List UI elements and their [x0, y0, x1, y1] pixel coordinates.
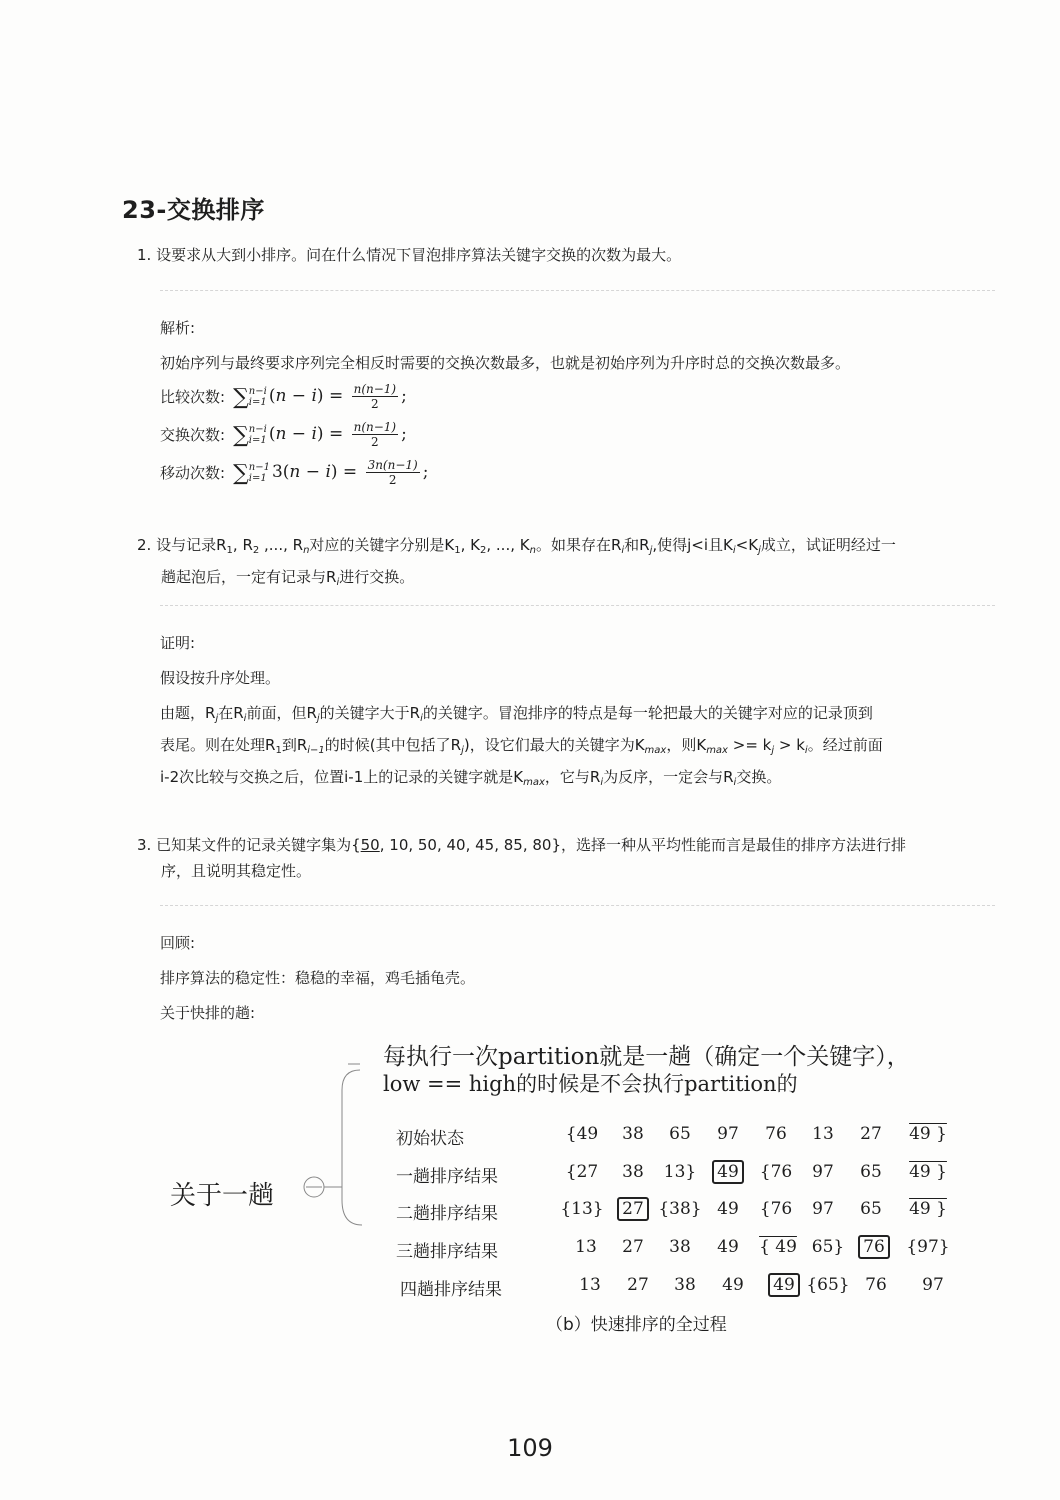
text-span: 表尾。则在处理R [160, 736, 276, 754]
compare-label: 比较次数: [160, 387, 226, 406]
text-span: 趟起泡后，一定有记录与R [161, 568, 337, 586]
row-cell: 97 [812, 1199, 834, 1219]
text-span: 前面，但R [246, 704, 317, 722]
row-cell: 49 [717, 1199, 739, 1219]
formula: ∑ n−1 i=1 3(n − i) = $\frac{3n(n-1)}{2}$ ; [233, 458, 429, 487]
row-cell: {76 [759, 1199, 793, 1219]
row-cell: 13 [579, 1275, 601, 1295]
row-label: 二趟排序结果 [396, 1204, 498, 1224]
text-line: 序，且说明其稳定性。 [161, 862, 312, 880]
row-cell: 65 [669, 1124, 691, 1144]
row-cell: 49 [717, 1237, 739, 1257]
row-cell: {27 [565, 1162, 599, 1182]
row-cell: {49 [565, 1124, 599, 1144]
row-cell [706, 1162, 750, 1182]
proof-body: 由题，$R_j$在$R_i$前面，但$R_j$的关键字大于$R_i$的关键字。冒泡排序的特点是每一轮把最大的关键字对应的记录顶到 表尾。则在处理$R_1$到$R_{i-1}$的时候(其中包括了$R_j$)，设它们最大的关键字为$K_{max}$，则$K_{max} >= k_j > k_i$。经过前面 i-2次比较与交换之后，位置i-1上的记录的关键字就是$K_{max}$，它与$R_i$为反序，一定会与$R_i$交换。 [160, 704, 883, 788]
text-span: 交换。 [736, 768, 782, 786]
row-cell: {76 [759, 1162, 793, 1182]
row-cell: 13 [812, 1124, 834, 1144]
row-cell: 27 [627, 1275, 649, 1295]
row-cell: 49 } [909, 1124, 947, 1144]
text-span: 已知某文件的记录关键字集为{ [156, 836, 361, 854]
stability-note: 排序算法的稳定性：稳稳的幸福，鸡毛插龟壳。 [160, 969, 476, 987]
text-span: 到R [281, 736, 308, 754]
pivot-box: 49 [712, 1160, 744, 1184]
analysis-label: 解析: [160, 319, 196, 337]
pivot-box: 76 [858, 1235, 890, 1259]
review-label: 回顾: [160, 934, 196, 952]
formula: ∑ n−i i=1 (n − i) = $\frac{n(n-1)}{2}$ ; [233, 420, 407, 449]
mindmap-connector [290, 1050, 380, 1240]
row-label: 三趟排序结果 [396, 1242, 498, 1262]
mindmap-root: 关于一趟 [170, 1181, 275, 1211]
row-cell: 38 [669, 1237, 691, 1257]
row-cell [762, 1275, 806, 1295]
row-cell: {65} [806, 1275, 850, 1295]
about-quicksort-label: 关于快排的趟: [160, 1004, 256, 1022]
underlined-value: 50 [360, 836, 380, 854]
row-cell: 38 [622, 1162, 644, 1182]
row-cell [611, 1199, 655, 1219]
row-cell [852, 1237, 896, 1257]
row-cell: {38} [658, 1199, 702, 1219]
divider [160, 290, 995, 291]
page-number: 109 [507, 1434, 553, 1462]
pivot-box: 27 [617, 1197, 649, 1221]
question-text: 设要求从大到小排序。问在什么情况下冒泡排序算法关键字交换的次数为最大。 [156, 246, 682, 264]
swap-label: 交换次数: [160, 425, 226, 444]
row-cell: 76 [865, 1275, 887, 1295]
row-cell: {13} [560, 1199, 604, 1219]
row-cell: 38 [622, 1124, 644, 1144]
row-cell: 27 [860, 1124, 882, 1144]
text-span: 成立，试证明经过一 [760, 536, 896, 554]
text-span: 。如果存在R [535, 536, 622, 554]
text-span: 为反序，一定会与R [603, 768, 734, 786]
proof-assumption: 假设按升序处理。 [160, 669, 281, 687]
row-cell: 76 [765, 1124, 787, 1144]
text-span: 设与记录R [156, 536, 227, 554]
row-label: 四趟排序结果 [400, 1280, 502, 1300]
proof-label: 证明: [160, 634, 196, 652]
row-cell: 97 [717, 1124, 739, 1144]
text-span: > k [774, 736, 805, 754]
figure-caption: （b）快速排序的全过程 [546, 1315, 727, 1335]
text-span: 由题，R [160, 704, 216, 722]
row-cell: 13} [663, 1162, 697, 1182]
page-title: 23-交换排序 [122, 196, 265, 224]
text-span: 。经过前面 [807, 736, 883, 754]
text-span: 的关键字。冒泡排序的特点是每一轮把最大的关键字对应的记录顶到 [422, 704, 873, 722]
row-cell: 49 } [909, 1162, 947, 1182]
move-label: 移动次数: [160, 463, 226, 482]
analysis-text: 初始序列与最终要求序列完全相反时需要的交换次数最多，也就是初始序列为升序时总的交换次数最多。 [160, 354, 851, 372]
mindmap-note-2: low == high的时候是不会执行partition的 [383, 1072, 798, 1096]
row-label: 初始状态 [396, 1129, 464, 1149]
row-cell: 49 [722, 1275, 744, 1295]
move-formula [160, 458, 428, 487]
row-cell: {97} [906, 1237, 950, 1257]
row-cell: 97 [812, 1162, 834, 1182]
pivot-box: 49 [768, 1273, 800, 1297]
text-span: 的关键字大于R [319, 704, 421, 722]
row-label: 一趟排序结果 [396, 1167, 498, 1187]
question-3 [137, 832, 1007, 884]
question-number: 1. [137, 246, 152, 264]
divider [160, 905, 995, 906]
mindmap-note-1: 每执行一次partition就是一趟（确定一个关键字）， [383, 1044, 910, 1070]
text-span: ,使得j<i且K [652, 536, 733, 554]
row-cell: { 49 [759, 1237, 797, 1257]
row-cell: 38 [674, 1275, 696, 1295]
text-span: >= k [727, 736, 772, 754]
row-cell: 49 } [909, 1199, 947, 1219]
question-1 [137, 242, 681, 268]
question-number: 3. [137, 836, 152, 854]
text-span: 在R [218, 704, 244, 722]
row-cell: 97 [922, 1275, 944, 1295]
row-cell: 65 [860, 1199, 882, 1219]
row-cell: 27 [622, 1237, 644, 1257]
text-span: 进行交换。 [339, 568, 415, 586]
swap-formula [160, 420, 407, 449]
text-span: )，设它们最大的关键字为K [463, 736, 645, 754]
formula: ∑ n−i i=1 (n − i) = $\frac{n(n-1)}{2}$ ; [233, 382, 407, 411]
text-span: ，则K [666, 736, 707, 754]
text-span: 对应的关键字分别是K [309, 536, 455, 554]
text-span: i-2次比较与交换之后，位置i-1上的记录的关键字就是K [160, 768, 524, 786]
text-span: 的时候(其中包括了R [324, 736, 462, 754]
question-2: 2. 设与记录$R_1$, $R_2$ ,..., $R_n$对应的关键字分别是$K_1$, $K_2$, ..., $K_n$。如果存在$R_i$和$R_j$,使得j<i且$K_i<K_j$成立，试证明经过一 趟起泡后，一定有记录与$R_i$进行交换。 [137, 536, 896, 588]
compare-formula [160, 382, 407, 411]
row-cell: 65 [860, 1162, 882, 1182]
text-span: 和R [624, 536, 650, 554]
text-span: , 10, 50, 40, 45, 85, 80}，选择一种从平均性能而言是最佳的排序方法进行排 [379, 836, 907, 854]
row-cell: 65} [811, 1237, 845, 1257]
row-cell: 13 [575, 1237, 597, 1257]
question-number: 2. [137, 536, 152, 554]
divider [160, 605, 995, 606]
text-span: ，它与R [544, 768, 601, 786]
